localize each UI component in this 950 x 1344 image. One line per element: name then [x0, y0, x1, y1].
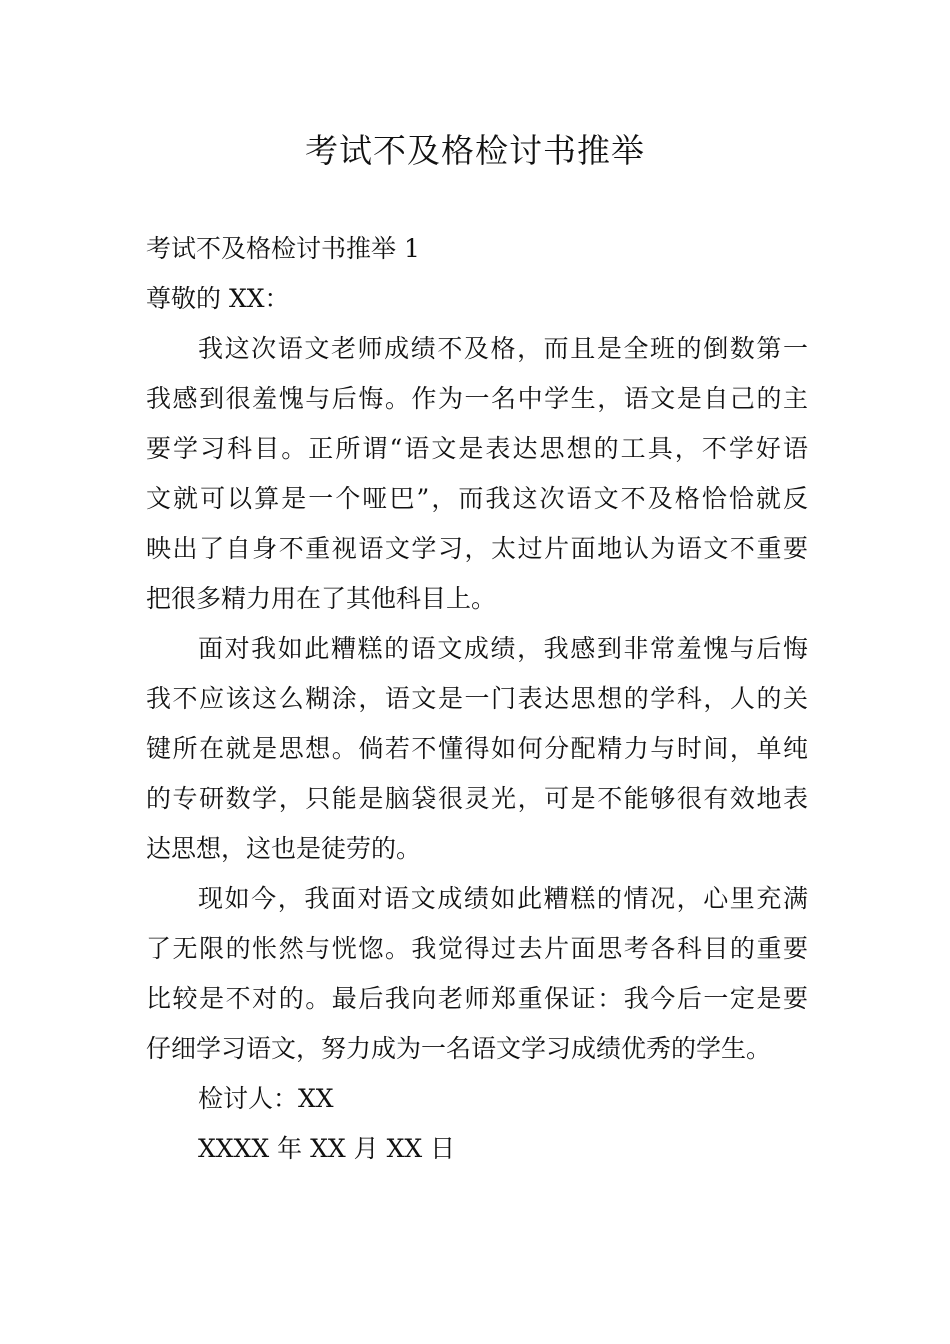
paragraph-2-line-5: 达思想，这也是徒劳的。	[146, 834, 422, 863]
document-body	[146, 224, 808, 1174]
paragraph-3-line-1: 现如今，我面对语文成绩如此糟糕的情况，心里充满	[198, 884, 808, 913]
paragraph-3-line-3: 比较是不对的。最后我向老师郑重保证：我今后一定是要	[146, 984, 808, 1013]
paragraph-2-line-2: 我不应该这么糊涂，语文是一门表达思想的学科，人的关	[146, 684, 808, 713]
paragraph-1-line-2: 我感到很羞愧与后悔。作为一名中学生，语文是自己的主	[146, 384, 808, 413]
paragraph-1-line-5: 映出了自身不重视语文学习，太过片面地认为语文不重要	[146, 534, 808, 563]
paragraph-3-line-4: 仔细学习语文，努力成为一名语文学习成绩优秀的学生。	[146, 1034, 772, 1063]
paragraph-3-line-2: 了无限的怅然与恍惚。我觉得过去片面思考各科目的重要	[146, 934, 808, 963]
paragraph-2-line-1: 面对我如此糟糕的语文成绩，我感到非常羞愧与后悔	[198, 634, 808, 663]
paragraph-2-line-4: 的专研数学，只能是脑袋很灵光，可是不能够很有效地表	[146, 784, 808, 813]
paragraph-1-line-3: 要学习科目。正所谓“语文是表达思想的工具，不学好语	[146, 434, 808, 463]
section-heading: 考试不及格检讨书推举 1	[146, 234, 420, 263]
paragraph-1-line-6: 把很多精力用在了其他科目上。	[146, 584, 497, 613]
salutation: 尊敬的 XX：	[146, 284, 290, 313]
paragraph-1-line-4: 文就可以算是一个哑巴”，而我这次语文不及格恰恰就反	[146, 484, 808, 513]
document-title: 考试不及格检讨书推举	[305, 131, 645, 170]
paragraph-2-line-3: 键所在就是思想。倘若不懂得如何分配精力与时间，单纯	[146, 734, 808, 763]
date: XXXX 年 XX 月 XX 日	[198, 1134, 456, 1163]
signature: 检讨人：XX	[198, 1084, 334, 1113]
paragraph-1-line-1: 我这次语文老师成绩不及格，而且是全班的倒数第一	[198, 334, 808, 363]
